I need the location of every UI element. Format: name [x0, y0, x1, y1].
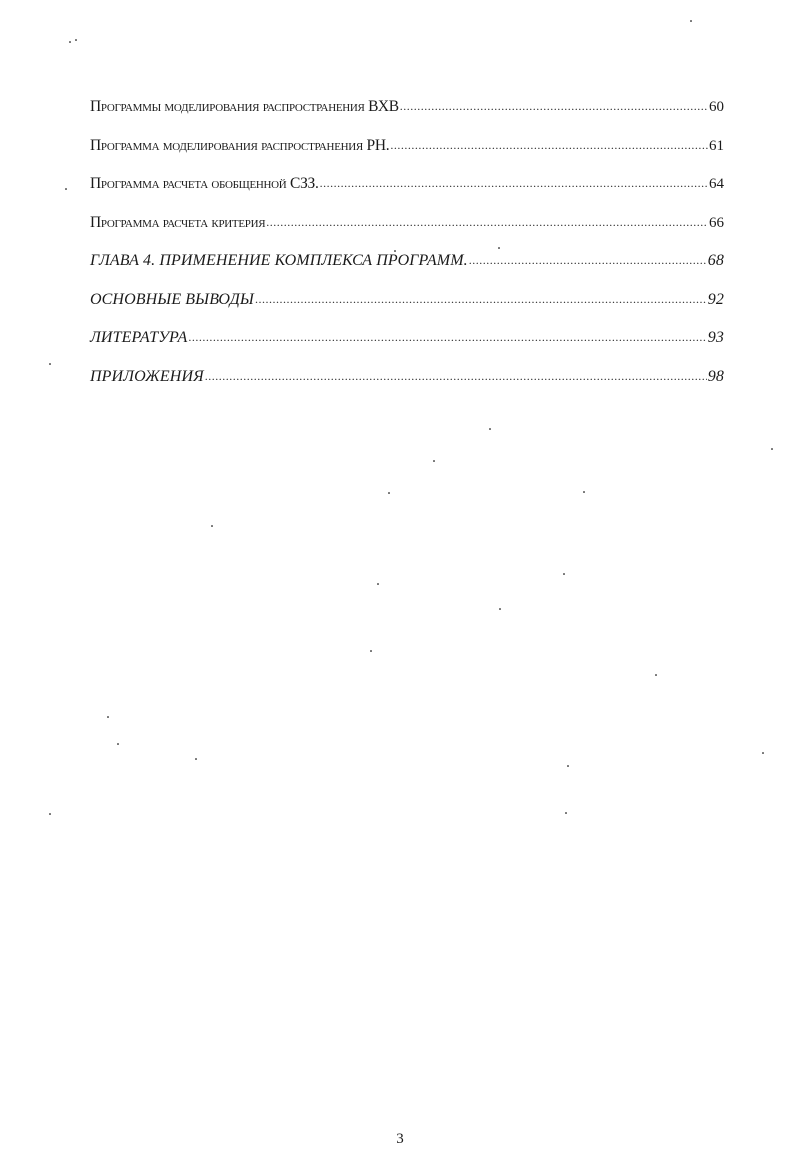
- toc-page-number: 60: [709, 99, 724, 115]
- toc-entry-title: ГЛАВА 4. ПРИМЕНЕНИЕ КОМПЛЕКСА ПРОГРАММ.: [90, 252, 468, 269]
- toc-entry-chapter-4[interactable]: [90, 252, 724, 291]
- toc-page-number: 61: [709, 137, 724, 154]
- scan-speck: [394, 250, 396, 252]
- scan-speck: [75, 39, 77, 41]
- scan-speck: [195, 758, 197, 760]
- dot-leader: [469, 251, 707, 269]
- toc-entry-literature[interactable]: [90, 329, 724, 368]
- toc-entry-vkhv-models[interactable]: [90, 98, 724, 137]
- toc-entry-rn-model[interactable]: [90, 137, 724, 176]
- dot-leader: [390, 136, 708, 154]
- toc-page-number: 98: [707, 367, 724, 385]
- scan-speck: [117, 743, 119, 745]
- scan-speck: [690, 20, 692, 22]
- scan-speck: [377, 583, 379, 585]
- toc-entry-title: Программа расчета обобщенной СЗЗ.: [90, 175, 319, 192]
- scan-speck: [563, 573, 565, 575]
- dot-leader: [255, 290, 707, 308]
- scan-speck: [69, 41, 71, 43]
- toc-entry-title: ПРИЛОЖЕНИЯ: [90, 367, 204, 385]
- scan-speck: [388, 492, 390, 494]
- dot-leader: [320, 174, 708, 192]
- scan-speck: [107, 716, 109, 718]
- scan-speck: [771, 448, 773, 450]
- toc-entry-title: ОСНОВНЫЕ ВЫВОДЫ: [90, 290, 254, 308]
- toc-page-number: 93: [707, 329, 724, 346]
- toc-entry-title: Программы моделирования распространения ВХВ: [90, 98, 399, 115]
- toc-entry-title: Программа расчета критерия: [90, 213, 266, 231]
- toc-entry-conclusions[interactable]: [90, 291, 724, 330]
- toc-entry-criterion-calc[interactable]: [90, 214, 724, 253]
- table-of-contents: [90, 98, 724, 406]
- toc-page-number: 64: [709, 176, 724, 192]
- scan-speck: [49, 813, 51, 815]
- toc-entry-appendices[interactable]: [90, 368, 724, 407]
- scan-speck: [49, 363, 51, 365]
- scan-speck: [762, 752, 764, 754]
- toc-page-number: 66: [709, 214, 724, 231]
- dot-leader: [205, 367, 707, 385]
- scan-speck: [498, 247, 500, 249]
- dot-leader: [400, 97, 708, 115]
- toc-entry-title: Программа моделирования распространения РН.: [90, 136, 390, 154]
- scan-speck: [489, 428, 491, 430]
- scan-speck: [370, 650, 372, 652]
- dot-leader: [188, 328, 706, 346]
- toc-entry-title: ЛИТЕРАТУРА: [90, 329, 188, 346]
- scan-speck: [567, 765, 569, 767]
- toc-page-number: 92: [707, 290, 724, 308]
- scan-speck: [565, 812, 567, 814]
- scan-speck: [65, 188, 67, 190]
- scan-speck: [433, 460, 435, 462]
- scan-speck: [499, 608, 501, 610]
- scan-speck: [655, 674, 657, 676]
- toc-entry-szz-calc[interactable]: [90, 175, 724, 214]
- scan-speck: [211, 525, 213, 527]
- dot-leader: [266, 213, 708, 231]
- page-number: 3: [396, 1131, 404, 1147]
- toc-page-number: 68: [707, 252, 724, 269]
- scan-speck: [583, 491, 585, 493]
